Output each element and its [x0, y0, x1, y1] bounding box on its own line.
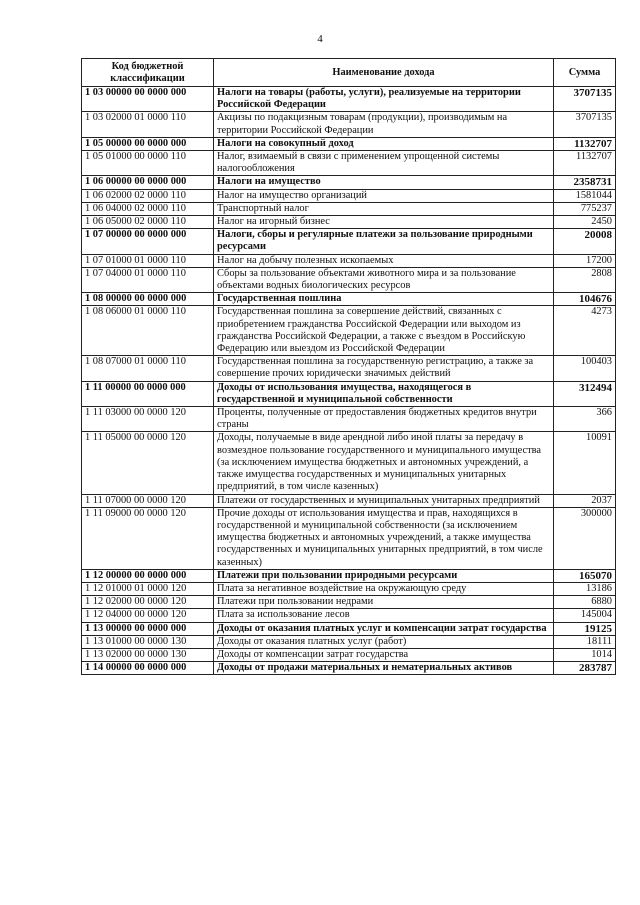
- code-cell: 1 08 07000 01 0000 110: [82, 356, 214, 381]
- amount-cell: 104676: [554, 293, 616, 306]
- code-cell: 1 11 09000 00 0000 120: [82, 507, 214, 569]
- name-cell: Налог на имущество организаций: [214, 189, 554, 202]
- table-header-row: [82, 59, 616, 87]
- table-row: [82, 189, 616, 202]
- amount-cell: 3707135: [554, 87, 616, 112]
- table-row: [82, 229, 616, 254]
- code-cell: 1 06 00000 00 0000 000: [82, 176, 214, 189]
- amount-cell: 366: [554, 407, 616, 432]
- code-cell: 1 07 01000 01 0000 110: [82, 254, 214, 267]
- code-cell: 1 03 00000 00 0000 000: [82, 87, 214, 112]
- name-cell: Государственная пошлина за совершение действий, связанных с приобретением гражданства Российской Федерации или выходом из гражданства Российской Федерации, а также с въездом в Российскую Федерацию или выездом из Российской Федерации: [214, 306, 554, 356]
- table-row: [82, 569, 616, 582]
- code-cell: 1 06 02000 02 0000 110: [82, 189, 214, 202]
- code-cell: 1 11 07000 00 0000 120: [82, 494, 214, 507]
- table-row: [82, 507, 616, 569]
- table-row: [82, 622, 616, 635]
- code-cell: 1 13 02000 00 0000 130: [82, 648, 214, 661]
- name-cell: Плата за негативное воздействие на окружающую среду: [214, 582, 554, 595]
- code-cell: 1 12 02000 00 0000 120: [82, 596, 214, 609]
- table-row: [82, 648, 616, 661]
- table-row: [82, 609, 616, 622]
- name-cell: Проценты, полученные от предоставления бюджетных кредитов внутри страны: [214, 407, 554, 432]
- amount-cell: 17200: [554, 254, 616, 267]
- code-cell: 1 08 06000 01 0000 110: [82, 306, 214, 356]
- amount-cell: 1132707: [554, 137, 616, 150]
- amount-cell: 1132707: [554, 151, 616, 176]
- name-cell: Налоги на товары (работы, услуги), реализуемые на территории Российской Федерации: [214, 87, 554, 112]
- amount-cell: 165070: [554, 569, 616, 582]
- table-row: [82, 596, 616, 609]
- amount-cell: 2358731: [554, 176, 616, 189]
- code-cell: 1 07 00000 00 0000 000: [82, 229, 214, 254]
- table-row: [82, 293, 616, 306]
- table-row: [82, 306, 616, 356]
- table-row: [82, 176, 616, 189]
- name-cell: Сборы за пользование объектами животного мира и за пользование объектами водных биологических ресурсов: [214, 267, 554, 292]
- code-cell: 1 05 00000 00 0000 000: [82, 137, 214, 150]
- amount-cell: 19125: [554, 622, 616, 635]
- code-cell: 1 12 04000 00 0000 120: [82, 609, 214, 622]
- name-cell: Акцизы по подакцизным товарам (продукции), производимым на территории Российской Федерации: [214, 112, 554, 137]
- name-cell: Налог на добычу полезных ископаемых: [214, 254, 554, 267]
- revenue-table: [81, 58, 616, 675]
- amount-cell: 2450: [554, 216, 616, 229]
- amount-cell: 20008: [554, 229, 616, 254]
- code-cell: 1 11 03000 00 0000 120: [82, 407, 214, 432]
- name-cell: Государственная пошлина: [214, 293, 554, 306]
- code-cell: 1 08 00000 00 0000 000: [82, 293, 214, 306]
- amount-cell: 312494: [554, 381, 616, 406]
- amount-cell: 2037: [554, 494, 616, 507]
- name-cell: Налоги на имущество: [214, 176, 554, 189]
- name-cell: Доходы от продажи материальных и нематериальных активов: [214, 662, 554, 675]
- name-cell: Доходы, получаемые в виде арендной либо иной платы за передачу в возмездное пользование государственного и муниципального имущества (за исключением имущества бюджетных и автономных учреждений, а также имущества государственных и муниципальных унитарных предприятий, в том числе казенных): [214, 432, 554, 494]
- header-name: Наименование дохода: [214, 59, 554, 87]
- header-code: Код бюджетной классификации: [82, 59, 214, 87]
- code-cell: 1 12 00000 00 0000 000: [82, 569, 214, 582]
- name-cell: Платежи при пользовании природными ресурсами: [214, 569, 554, 582]
- code-cell: 1 13 01000 00 0000 130: [82, 635, 214, 648]
- name-cell: Платежи при пользовании недрами: [214, 596, 554, 609]
- table-row: [82, 216, 616, 229]
- code-cell: 1 11 00000 00 0000 000: [82, 381, 214, 406]
- code-cell: 1 07 04000 01 0000 110: [82, 267, 214, 292]
- table-row: [82, 267, 616, 292]
- amount-cell: 775237: [554, 202, 616, 215]
- name-cell: Платежи от государственных и муниципальных унитарных предприятий: [214, 494, 554, 507]
- code-cell: 1 03 02000 01 0000 110: [82, 112, 214, 137]
- name-cell: Доходы от оказания платных услуг и компенсации затрат государства: [214, 622, 554, 635]
- name-cell: Налоги на совокупный доход: [214, 137, 554, 150]
- table-row: [82, 87, 616, 112]
- table-row: [82, 582, 616, 595]
- table-row: [82, 356, 616, 381]
- name-cell: Доходы от оказания платных услуг (работ): [214, 635, 554, 648]
- amount-cell: 300000: [554, 507, 616, 569]
- amount-cell: 2808: [554, 267, 616, 292]
- name-cell: Налоги, сборы и регулярные платежи за пользование природными ресурсами: [214, 229, 554, 254]
- code-cell: 1 14 00000 00 0000 000: [82, 662, 214, 675]
- amount-cell: 10091: [554, 432, 616, 494]
- name-cell: Налог на игорный бизнес: [214, 216, 554, 229]
- amount-cell: 283787: [554, 662, 616, 675]
- amount-cell: 3707135: [554, 112, 616, 137]
- amount-cell: 6880: [554, 596, 616, 609]
- table-body: [82, 87, 616, 675]
- table-row: [82, 407, 616, 432]
- name-cell: Прочие доходы от использования имущества и прав, находящихся в государственной и муниципальной собственности (за исключением имущества бюджетных и автономных учреждений, а также имущества государственных и муниципальных унитарных предприятий, в том числе казенных): [214, 507, 554, 569]
- name-cell: Доходы от использования имущества, находящегося в государственной и муниципальной собственности: [214, 381, 554, 406]
- table-row: [82, 635, 616, 648]
- amount-cell: 145004: [554, 609, 616, 622]
- name-cell: Государственная пошлина за государственную регистрацию, а также за совершение прочих юридически значимых действий: [214, 356, 554, 381]
- amount-cell: 18111: [554, 635, 616, 648]
- table-row: [82, 151, 616, 176]
- amount-cell: 1581044: [554, 189, 616, 202]
- header-amount: Сумма: [554, 59, 616, 87]
- table-row: [82, 432, 616, 494]
- amount-cell: 13186: [554, 582, 616, 595]
- table-row: [82, 381, 616, 406]
- code-cell: 1 12 01000 01 0000 120: [82, 582, 214, 595]
- code-cell: 1 05 01000 00 0000 110: [82, 151, 214, 176]
- code-cell: 1 11 05000 00 0000 120: [82, 432, 214, 494]
- code-cell: 1 13 00000 00 0000 000: [82, 622, 214, 635]
- name-cell: Налог, взимаемый в связи с применением упрощенной системы налогообложения: [214, 151, 554, 176]
- table-row: [82, 254, 616, 267]
- name-cell: Плата за использование лесов: [214, 609, 554, 622]
- amount-cell: 100403: [554, 356, 616, 381]
- table-row: [82, 137, 616, 150]
- table-row: [82, 112, 616, 137]
- name-cell: Транспортный налог: [214, 202, 554, 215]
- name-cell: Доходы от компенсации затрат государства: [214, 648, 554, 661]
- page-number: 4: [317, 33, 323, 45]
- code-cell: 1 06 05000 02 0000 110: [82, 216, 214, 229]
- table-row: [82, 494, 616, 507]
- table-row: [82, 202, 616, 215]
- amount-cell: 4273: [554, 306, 616, 356]
- code-cell: 1 06 04000 02 0000 110: [82, 202, 214, 215]
- amount-cell: 1014: [554, 648, 616, 661]
- table-row: [82, 662, 616, 675]
